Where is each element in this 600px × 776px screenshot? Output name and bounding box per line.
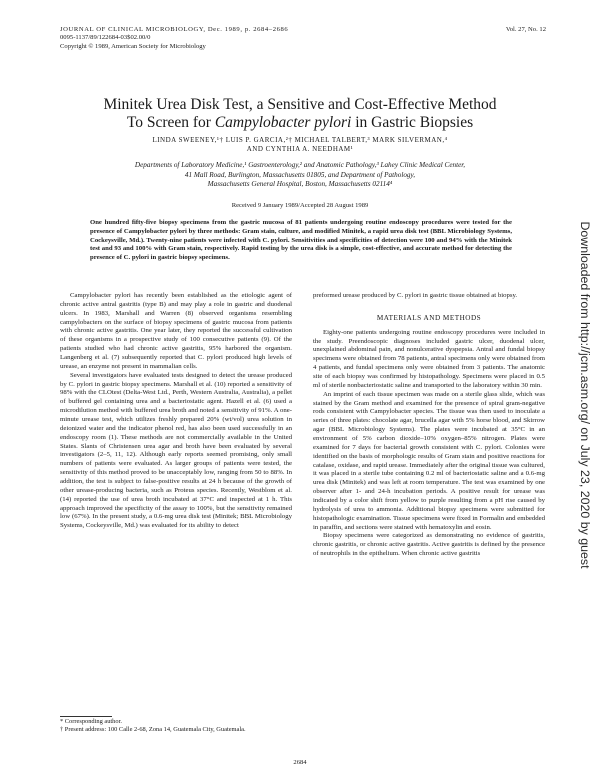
footnotes [60,718,292,734]
title-line-2: To Screen for Campylobacter pylori in Gastric Biopsies [126,114,474,131]
issn: 0095-1137/89/122684-03$02.00/0 [60,34,151,42]
intro-paragraph-1: Campylobacter pylori has recently been established as the etiologic agent of chronic active antral gastritis (type B) and may play a role in gastric and duodenal ulcers. In 1983, Marshall and Warren (8) observed organisms resembling campylobacters on the surface of biopsy specimens of gastric mucosa from patients with chronic active gastritis. One year later, they reported the successful cultivation of these organisms in a prospective study of 100 consecutive patients (9). Of the patients studied who had chronic active gastritis, 95% harbored the organism. Langenberg et al. (7) subsequently reported that C. pylori produced high levels of urease, an enzyme not present in mammalian cells. [60,292,292,370]
footnote-divider [60,716,112,717]
title-line-1: Minitek Urea Disk Test, a Sensitive and Cost-Effective Method [103,96,497,113]
footnote-corresponding: * Corresponding author. [60,718,122,725]
journal-header [60,26,288,51]
affiliations: Departments of Laboratory Medicine,¹ Gastroenterology,² and Anatomic Pathology,³ Lahey Clinic Medical Center, 41 Mall Road, Burlington, Massachusetts 01805, and Department of Pathology, Massachusetts General Hospital, Boston, Massachusetts 02114⁴ [134,161,466,188]
left-column [60,292,292,531]
intro-continuation: preformed urease produced by C. pylori in gastric tissue obtained at biopsy. [313,292,518,299]
received-date: Received 9 January 1989/Accepted 28 August 1989 [231,202,369,209]
download-watermark-text: Downloaded from http://jcm.asm.org/ on July 23, 2020 by guest [578,221,592,569]
journal-citation: JOURNAL OF CLINICAL MICROBIOLOGY, Dec. 1989, p. 2684–2686 [60,26,289,33]
abstract: One hundred fifty-five biopsy specimens from the gastric mucosa of 81 patients undergoing routine endoscopy procedures were tested for the presence of Campylobacter pylori by three methods: Gram stain, culture, and modified Minitek, a rapid urea disk test (BBL Microbiology Systems, Cockeysville, Md.). Twenty-nine patients were infected with C. pylori. Sensitivities and specificities of detection were 100 and 94% with the Minitek test and 93 and 100% with Gram stain, respectively. Rapid testing by the urea disk is a simple, cost-effective, and accurate method for detecting the presence of C. pylori in gastric biopsy specimens. [90,219,512,262]
intro-paragraph-2: Several investigators have evaluated tests designed to detect the urease produced by C. pylori in gastric biopsy specimens. Marshall et al. (10) reported a sensitivity of 98% with the CLOtest (Delta-West Ltd., Perth, Western Australia, Australia), a pellet of buffered gel containing urea and a bacteriostatic agent. Hazell et al. (6) used a microdilution method with buffered urea broth and noted a sensitivity of 91%. A one-minute urease test, which utilizes freshly prepared 20% (wt/vol) urea solution in deionized water and the indicator phenol red, has also been used successfully in an endoscopy room (1). These methods are not commercially available in the United States. Slants of Christensen urea agar and broth have been evaluated by several investigators (2–5, 11, 12). Although early reports seemed promising, only small numbers of patients were evaluated. As larger groups of patients were tested, the sensitivity of this method proved to be unacceptably low, ranging from 50 to 88%. In addition, the test is subject to false-positive results at 24 h because of the growth of other urease-producing bacteria, such as Proteus species. Recently, Westblom et al. (14) reported the use of urea broth incubated at 37°C and inspected at 1 h. This approach improved the specificity of the assay to 100%, but the sensitivity remained low (67%). In the present study, a 0.6-mg urea disk test (Minitek; BBL Microbiology Systems, Cockeysville, Md.) was evaluated for its ability to detect [60,371,292,530]
author-list: LINDA SWEENEY,¹† LUIS P. GARCIA,²† MICHAEL TALBERT,³ MARK SILVERMAN,⁴ AND CYNTHIA A. NEEDHAM¹ [152,136,448,153]
download-watermark [574,80,596,710]
methods-paragraph-2: An imprint of each tissue specimen was made on a sterile glass slide, which was stained by the Gram method and examined for the presence of spiral gram-negative rods consistent with Campylobacter species. The tissue was then used to inoculate a series of three plates: chocolate agar, brucella agar with 5% horse blood, and Skirrow agar (BBL Microbiology Systems). The plates were incubated at 35°C in an environment of 5% carbon dioxide–10% oxygen–85% nitrogen. Plates were examined for 7 days for bacterial growth consistent with C. pylori. Colonies were identified on the basis of morphologic results of Gram stain and positive reactions for catalase, oxidase, and rapid urease. Immediately after the original tissue was cultured, it was placed in a sterile tube containing 0.2 ml of bacteriostatic saline and a 0.6-mg urea disk (Minitek) and was left at room temperature. The test was examined by one observer after 1- and 24-h incubation periods. A positive result for urease was indicated by a color shift from yellow to purple resulting from a pH rise caused by hydrolysis of urea to ammonia. Additional biopsy specimens were submitted for histopathologic examination. Tissue specimens were fixed in Formalin and embedded in paraffin, and sections were stained with hematoxylin and eosin. [313,390,545,531]
page-number: 2684 [293,759,307,766]
right-column [313,292,545,559]
copyright: Copyright © 1989, American Society for Microbiology [60,42,206,50]
methods-paragraph-3: Biopsy specimens were categorized as demonstrating no evidence of gastritis, chronic gastritis, or chronic active gastritis. Active gastritis is defined by the presence of neutrophils in the epithelium. When chronic active gastritis [313,532,545,558]
volume-issue: Vol. 27, No. 12 [505,26,546,33]
methods-paragraph-1: Eighty-one patients undergoing routine endoscopy procedures were included in the study. Preendoscopic diagnoses included gastric ulcer, duodenal ulcer, unexplained abdominal pain, and nonulcerative dyspepsia. Antral and fundal biopsy specimens were obtained from 78 patients, antral specimens only were obtained from 4 patients, and fundal specimens only were obtained from 3 patients. The anatomic site of each biopsy was confirmed by histopathology. Specimens were placed in 0.5 ml of sterile nonbacteriostatic saline and transported to the laboratory within 30 min. [313,328,545,389]
paper-title [60,96,540,132]
section-heading: MATERIALS AND METHODS [376,313,482,322]
footnote-address: † Present address: 100 Calle 2-68, Zona 14, Guatemala City, Guatemala. [60,726,246,733]
